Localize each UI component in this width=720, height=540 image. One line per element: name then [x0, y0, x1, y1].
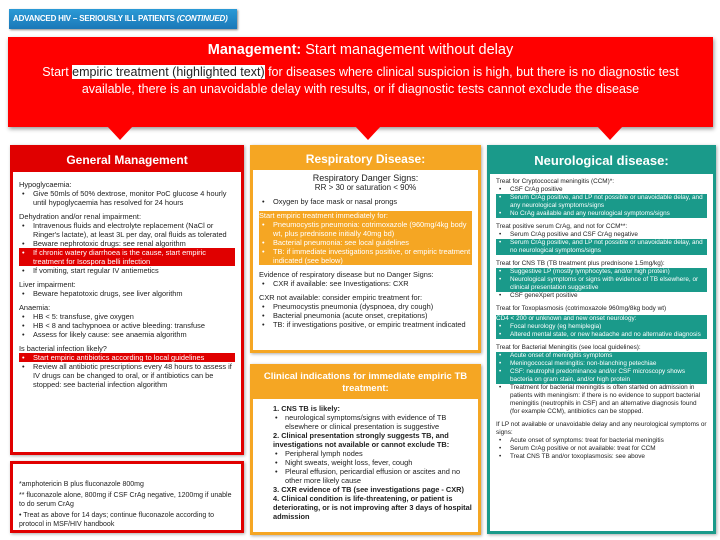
panel-title: Respiratory Disease:	[253, 148, 478, 170]
list-item: • Intravenous fluids and electrolyte replacement (NaCl or Ringer's lactate), at least 3L per day, oral fluids as tolerated	[19, 221, 235, 239]
section-heading: Anaemia:	[19, 303, 51, 312]
section-heading: Is bacterial infection likely?	[19, 344, 107, 353]
list-item: • Treatment for bacterial meningitis is often started on admission in patients with meningism: if there is no evidence to support bacterial meningitis (neutrophils in CSF) and an alternative diagnosis found (for example CCM), antibiotics can be stopped.	[496, 384, 707, 416]
list-item: • CSF CrAg positive	[496, 186, 707, 194]
list-item: 1. CNS TB is likely:	[273, 404, 340, 413]
list-item: *amphotericin B plus fluconazole 800mg	[19, 481, 144, 488]
section-tag: ADVANCED HIV – SERIOUSLY ILL PATIENTS (CONTINUED)	[9, 9, 237, 29]
section-heading: Liver impairment:	[19, 280, 76, 289]
highlighted-list-item: • Serum CrAg positive, and LP not possible or unavoidable delay, and any neurological symptoms/signs	[496, 194, 707, 210]
highlighted-list-item: • Focal neurology (eg hemiplegia)	[496, 323, 707, 331]
list-item: • Give 50mls of 50% dextrose, monitor PoC glucose 4 hourly until hypoglycaemia has resolved for 24 hours	[19, 189, 235, 207]
list-item: 3. CXR evidence of TB (see investigations page - CXR)	[273, 485, 464, 494]
list-item: • Pleural effusion, pericardial effusion or ascites and no other more likely cause	[259, 467, 472, 485]
management-banner	[8, 37, 713, 127]
list-item: • Acute onset of symptoms: treat for bacterial meningitis	[496, 437, 707, 445]
neurological-panel	[487, 145, 716, 534]
list-item: • CSF geneXpert positive	[496, 292, 707, 300]
list-item: • CXR if available: see Investigations: CXR	[259, 279, 472, 288]
section-heading: If LP not available or unavoidable delay and any neurological symptoms or signs:	[496, 421, 707, 436]
list-item: • Treat as above for 14 days; continue fluconazole according to protocol in MSF/HIV handbook	[19, 512, 215, 528]
list-item: • neurological symptoms/signs with evidence of TB elsewhere or clinical presentation is suggestive	[259, 413, 472, 431]
list-item: • Serum CrAg positive or not available: treat for CCM	[496, 445, 707, 453]
section-heading: CXR not available: consider empiric treatment for:	[259, 293, 423, 302]
highlighted-list-item: • Neurological symptoms or signs with evidence of TB elsewhere, or clinical presentation suggestive	[496, 276, 707, 292]
footnotes-panel	[10, 461, 244, 533]
highlighted-list-item: • CSF: neutrophil predominance and/or CSF microscopy shows bacteria on gram stain, and/or high protein	[496, 368, 707, 384]
list-item: • If vomiting, start regular IV antiemetics	[19, 266, 235, 275]
section-heading: Evidence of respiratory disease but no Danger Signs:	[259, 270, 434, 279]
section-heading: Treat for Bacterial Meningitis (see local guidelines):	[496, 344, 641, 351]
tag-continued: (CONTINUED)	[176, 14, 228, 23]
highlighted-list-item: • Pneumocystis pneumonia: cotrimoxazole (960mg/4kg body wt, plus prednisone initially 40mg bd)	[259, 220, 472, 238]
section-heading: Treat positive serum CrAg, and not for CCM**:	[496, 223, 628, 230]
arrow-down-icon	[107, 126, 133, 140]
section-heading: Dehydration and/or renal impairment:	[19, 212, 142, 221]
list-item: • Serum CrAg positive and CSF CrAg negative	[496, 231, 707, 239]
list-item: • Night sweats, weight loss, fever, cough	[259, 458, 472, 467]
list-item: • Beware nephrotoxic drugs: see renal algorithm	[19, 239, 235, 248]
highlighted-list-item: • No CrAg available and any neurological symptoms/signs	[496, 210, 707, 218]
section-heading: Hypoglycaemia:	[19, 180, 72, 189]
highlighted-list-item: • TB: if immediate investigations positive, or empiric treatment indicated (see below)	[259, 247, 472, 265]
panel-title: Neurological disease:	[490, 148, 713, 174]
list-item: Respiratory Danger Signs:	[312, 173, 419, 183]
highlighted-list-item: • If chronic watery diarrhoea is the cause, start empiric treatment for Isospora belli infection	[19, 248, 235, 266]
respiratory-panel	[250, 145, 481, 353]
list-item: • TB: if investigations positive, or empiric treatment indicated	[259, 320, 472, 329]
highlighted-list-item: • Acute onset of meningitis symptoms	[496, 352, 707, 360]
list-item: • Beware hepatotoxic drugs, see liver algorithm	[19, 289, 235, 298]
arrow-down-icon	[597, 126, 623, 140]
highlighted-list-item: • Serum CrAg positive, and LP not possible or unavoidable delay, and no neurological symptoms/signs	[496, 239, 707, 255]
tb-indications-panel	[250, 364, 481, 535]
highlighted-list-item: • Meningococcal meningitis: non-blanching petechiae	[496, 360, 707, 368]
highlighted-list-item: • Altered mental state, or new headache and no alternative diagnosis	[496, 331, 707, 339]
highlighted-list-item: • Suggestive LP (mostly lymphocytes, and/or high protein)	[496, 268, 707, 276]
list-item: • Pneumocystis pneumonia (dyspnoea, dry cough)	[259, 302, 472, 311]
list-item: • Review all antibiotic prescriptions every 48 hours to assess if IV drugs can be changed to oral, or if antibiotics can be stopped: see bacterial infection algorithm	[19, 362, 235, 389]
section-heading: Treat for CNS TB (TB treatment plus prednisone 1.5mg/kg):	[496, 260, 665, 267]
banner-highlight: empiric treatment (highlighted text)	[72, 65, 265, 79]
banner-text: Start empiric treatment (highlighted text) for diseases where clinical suspicion is high, but there is no diagnostic test available, there is an unavoidable delay with results, or if diagnostic tests cannot exclude the disease	[42, 65, 679, 96]
highlighted-list-item: • Start empiric antibiotics according to local guidelines	[19, 353, 235, 362]
list-item: • Bacterial pneumonia (acute onset, crepitations)	[259, 311, 472, 320]
highlighted-list-item: • Bacterial pneumonia: see local guidelines	[259, 238, 472, 247]
list-item: • HB < 5: transfuse, give oxygen	[19, 312, 235, 321]
list-item: ** fluconazole alone, 800mg if CSF CrAg negative, 1200mg if unable to do serum CrAg	[19, 492, 232, 508]
panel-title: General Management	[13, 148, 241, 172]
section-heading: Start empiric treatment immediately for:	[259, 211, 472, 220]
banner-title: Management: Start management without delay	[207, 42, 514, 58]
list-item: • Oxygen by face mask or nasal prongs	[259, 197, 472, 206]
list-item: • HB < 8 and tachypnoea or active bleeding: transfuse	[19, 321, 235, 330]
list-item: • Treat CNS TB and/or toxoplasmosis: see above	[496, 453, 707, 461]
list-item: 2. Clinical presentation strongly suggests TB, and investigations not available or cannot exclude TB:	[273, 431, 450, 449]
highlighted-list-item: CD4 < 200 or unknown and new onset neurology:	[496, 315, 707, 323]
list-item: 4. Clinical condition is life-threatening, or patient is deteriorating, or is not improving after 3 days of hospital admission	[273, 494, 472, 521]
general-management-panel	[10, 145, 244, 455]
section-heading: Treat for Cryptococcal meningitis (CCM)*:	[496, 178, 615, 185]
arrow-down-icon	[355, 126, 381, 140]
section-heading: Treat for Toxoplasmosis (cotrimoxazole 960mg/8kg body wt)	[496, 305, 667, 312]
list-item: • Peripheral lymph nodes	[259, 449, 472, 458]
list-item: RR > 30 or saturation < 90%	[314, 183, 417, 192]
panel-title: Clinical indications for immediate empiric TB treatment:	[253, 367, 478, 399]
list-item: • Assess for likely cause: see anaemia algorithm	[19, 330, 235, 339]
